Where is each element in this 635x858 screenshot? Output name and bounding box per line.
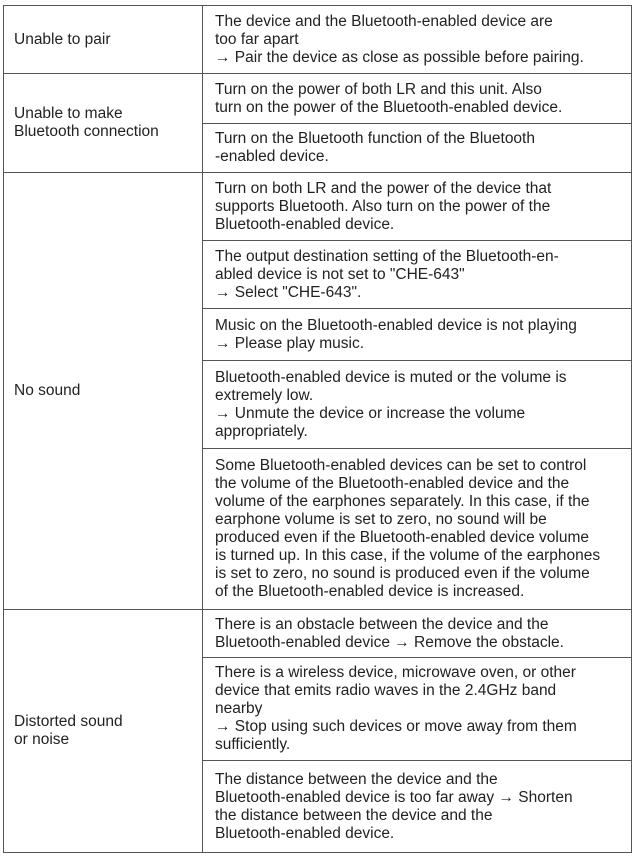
solution-cell: There is a wireless device, microwave oven, or other device that emits radio waves in the 2.4GHz band nearby → Stop using such devices or move away from them sufficiently. (203, 658, 632, 761)
symptom-cell: No sound (4, 173, 203, 610)
solution-cell: Turn on the power of both LR and this unit. Also turn on the power of the Bluetooth-enabled device. (203, 74, 632, 124)
symptom-cell: Distorted sound or noise (4, 610, 203, 853)
symptom-cell: Unable to make Bluetooth connection (4, 74, 203, 173)
troubleshooting-table (3, 5, 632, 853)
solution-cell: The device and the Bluetooth-enabled device are too far apart → Pair the device as close as possible before pairing. (203, 6, 632, 74)
table-row (4, 6, 632, 74)
solution-cell: Music on the Bluetooth-enabled device is not playing → Please play music. (203, 309, 632, 361)
symptom-cell: Unable to pair (4, 6, 203, 74)
solution-cell: Some Bluetooth-enabled devices can be set to control the volume of the Bluetooth-enabled device and the volume of the earphones separately. In this case, if the earphone volume is set to zero, no sound will be produced even if the Bluetooth-enabled device volume is turned up. In this case, if the volume of the earphones is set to zero, no sound is produced even if the volume of the Bluetooth-enabled device is increased. (203, 449, 632, 610)
solution-cell: The output destination setting of the Bluetooth-en- abled device is not set to "CHE-643" → Select "CHE-643". (203, 241, 632, 309)
solution-cell: Turn on both LR and the power of the device that supports Bluetooth. Also turn on the power of the Bluetooth-enabled device. (203, 173, 632, 241)
table-row (4, 173, 632, 241)
table-row (4, 610, 632, 658)
solution-cell: Bluetooth-enabled device is muted or the volume is extremely low. → Unmute the device or increase the volume appropriately. (203, 361, 632, 449)
solution-cell: There is an obstacle between the device and the Bluetooth-enabled device → Remove the obstacle. (203, 610, 632, 658)
solution-cell: The distance between the device and the Bluetooth-enabled device is too far away → Shorten the distance between the device and the Bluetooth-enabled device. (203, 761, 632, 853)
solution-cell: Turn on the Bluetooth function of the Bluetooth -enabled device. (203, 124, 632, 173)
table-row (4, 74, 632, 124)
